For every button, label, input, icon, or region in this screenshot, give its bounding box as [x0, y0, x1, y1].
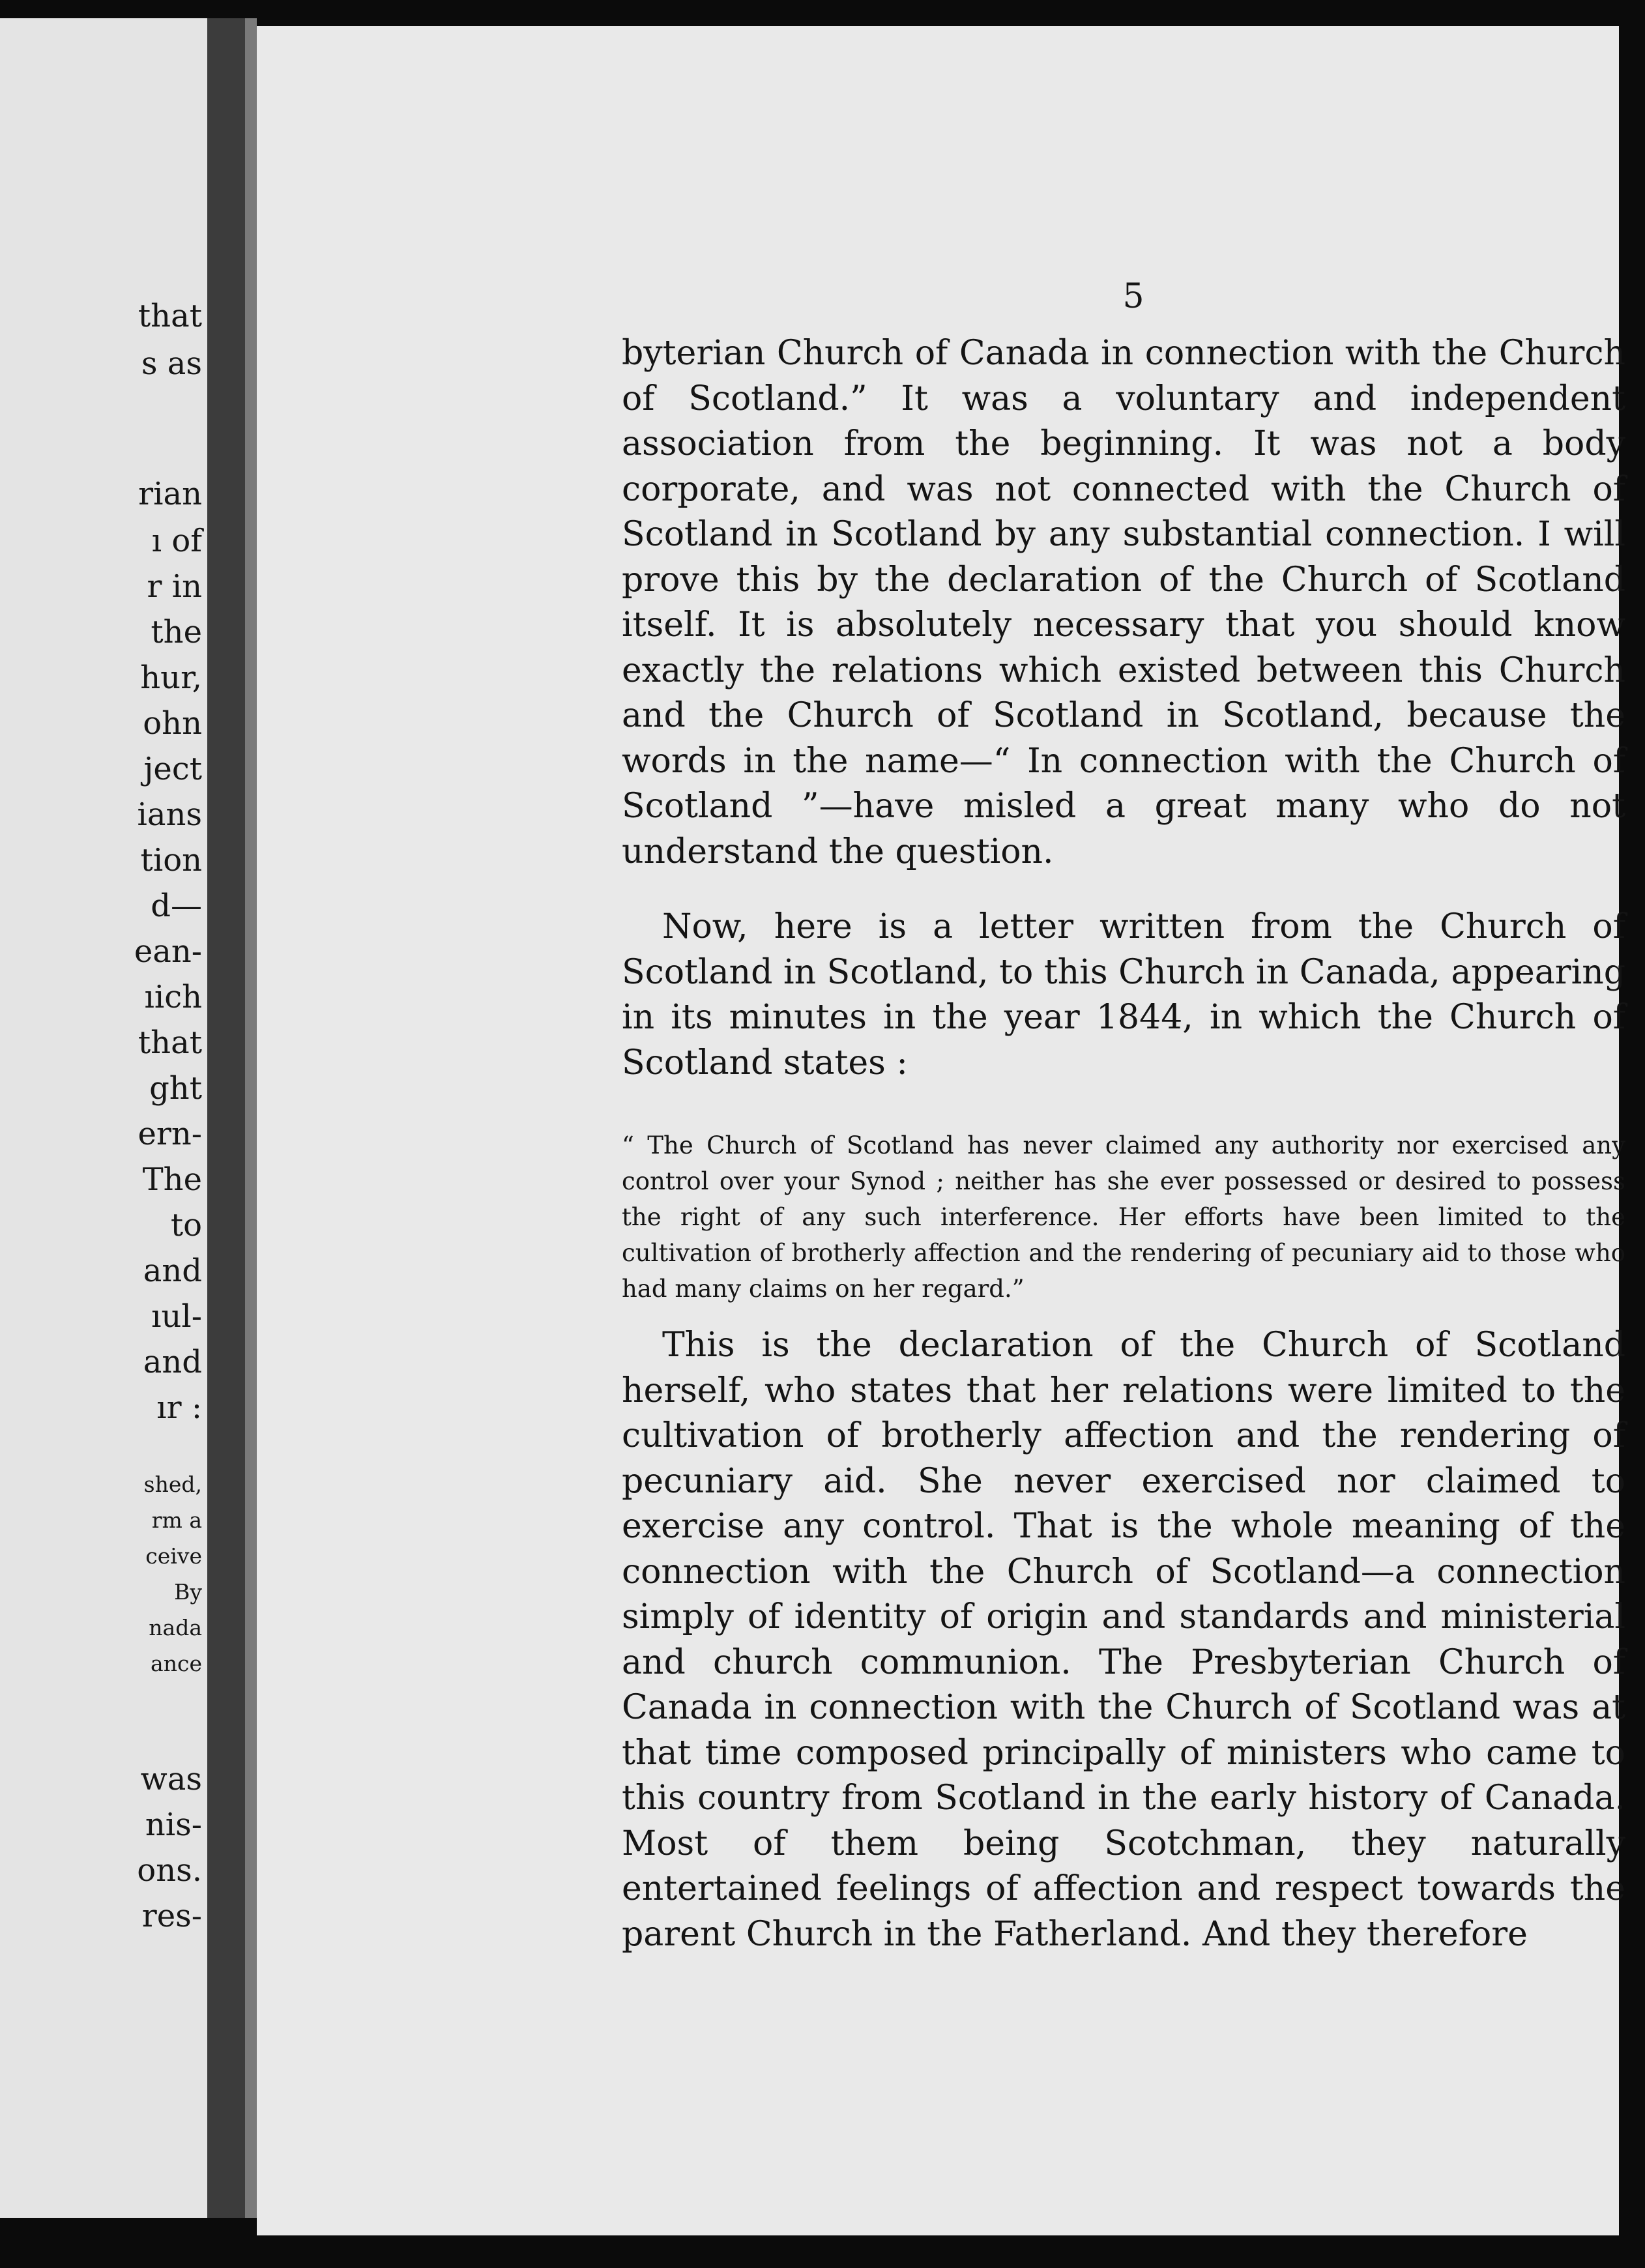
page-number: 5	[1122, 277, 1144, 316]
left-page-line: ject	[143, 751, 202, 787]
block-quote	[622, 1127, 1625, 1307]
left-page-line: nada	[149, 1615, 202, 1640]
left-page-line: ght	[149, 1070, 202, 1107]
left-page-line: The	[142, 1161, 202, 1198]
left-page-line: r in	[147, 568, 202, 605]
left-page-fragment	[0, 18, 207, 2218]
right-page	[257, 26, 1625, 2235]
left-page-line: nis-	[145, 1807, 202, 1843]
left-page-line: that	[138, 298, 202, 334]
left-page-line: that	[138, 1025, 202, 1061]
left-page-line: to	[170, 1207, 202, 1243]
left-page-line: ance	[151, 1651, 202, 1676]
paragraph-1-text: byterian Church of Canada in connection with the Church of Scotland.” It was a voluntary and independent association from the beginning. It was not a body corporate, and was not connected with the Church of Scotland in Scotland by any substantial connection. I will prove this by the declaration of the Church of Scotland itself. It is absolutely necessary that you should know exactly the relations which existed between this Church and the Church of Scotland in Scotland, because the words in the name—“ In connection with the Church of Scotland ”—have misled a great many who do not understand the question.	[622, 334, 1625, 871]
left-page-line: hur,	[140, 660, 202, 696]
paragraph-2-text: Now, here is a letter written from the Church of Scotland in Scotland, to this Church in Canada, appearing in its minutes in the year 1844, in which the Church of Scotland states :	[622, 907, 1625, 1083]
left-page-line: and	[143, 1253, 202, 1289]
left-page-line: tion	[140, 842, 202, 879]
spine-shadow	[245, 18, 257, 2218]
left-page-line: ceive	[145, 1543, 202, 1569]
left-page-line: ohn	[143, 705, 202, 742]
left-page-line: and	[143, 1344, 202, 1380]
left-page-line: ern-	[138, 1116, 202, 1152]
left-page-line: shed,	[143, 1472, 202, 1497]
left-page-line: ıul-	[151, 1298, 202, 1335]
left-page-line: ians	[137, 796, 202, 833]
left-page-line: ons.	[137, 1852, 202, 1889]
left-page-line: rm a	[151, 1507, 202, 1533]
left-page-line: rian	[138, 476, 202, 512]
paragraph-2	[622, 905, 1625, 1086]
left-page-line: was	[140, 1761, 202, 1797]
paragraph-3-text: This is the declaration of the Church of Scotland herself, who states that her relations were limited to the cultivation of brotherly affection and the rendering of pecuniary aid. She never exercised nor claimed to exercise any control. That is the whole meaning of the connection with the Church of Scotland—a connection simply of identity of origin and standards and ministerial and church communion. The Presbyterian Church of Canada in connection with the Church of Scotland was at that time composed principally of ministers who came to this country from Scotland in the early history of Canada. Most of them being Scotchman, they naturally entertained feelings of affection and respect towards the parent Church in the Fatherland. And they therefore	[622, 1326, 1625, 1954]
left-page-line: s as	[141, 345, 202, 382]
left-page-line: the	[151, 614, 202, 650]
left-page-line: ean-	[134, 933, 202, 970]
left-page-line: d—	[151, 888, 202, 924]
left-page-line: By	[174, 1579, 202, 1605]
paragraph-3	[622, 1323, 1625, 1957]
left-page-line: ı of	[151, 523, 202, 559]
left-page-line: res-	[141, 1898, 202, 1934]
paragraph-1	[622, 331, 1625, 875]
left-page-line: ıich	[144, 979, 202, 1015]
book-binding	[207, 18, 245, 2218]
left-page-line: ır :	[156, 1389, 202, 1426]
block-quote-text: “ The Church of Scotland has never claimed any authority nor exercised any control over your Synod ; neither has she ever possessed or desired to possess the right of any such interference. Her efforts have been limited to the cultivation of brotherly affection and the rendering of pecuniary aid to those who had many claims on her regard.”	[622, 1131, 1625, 1303]
